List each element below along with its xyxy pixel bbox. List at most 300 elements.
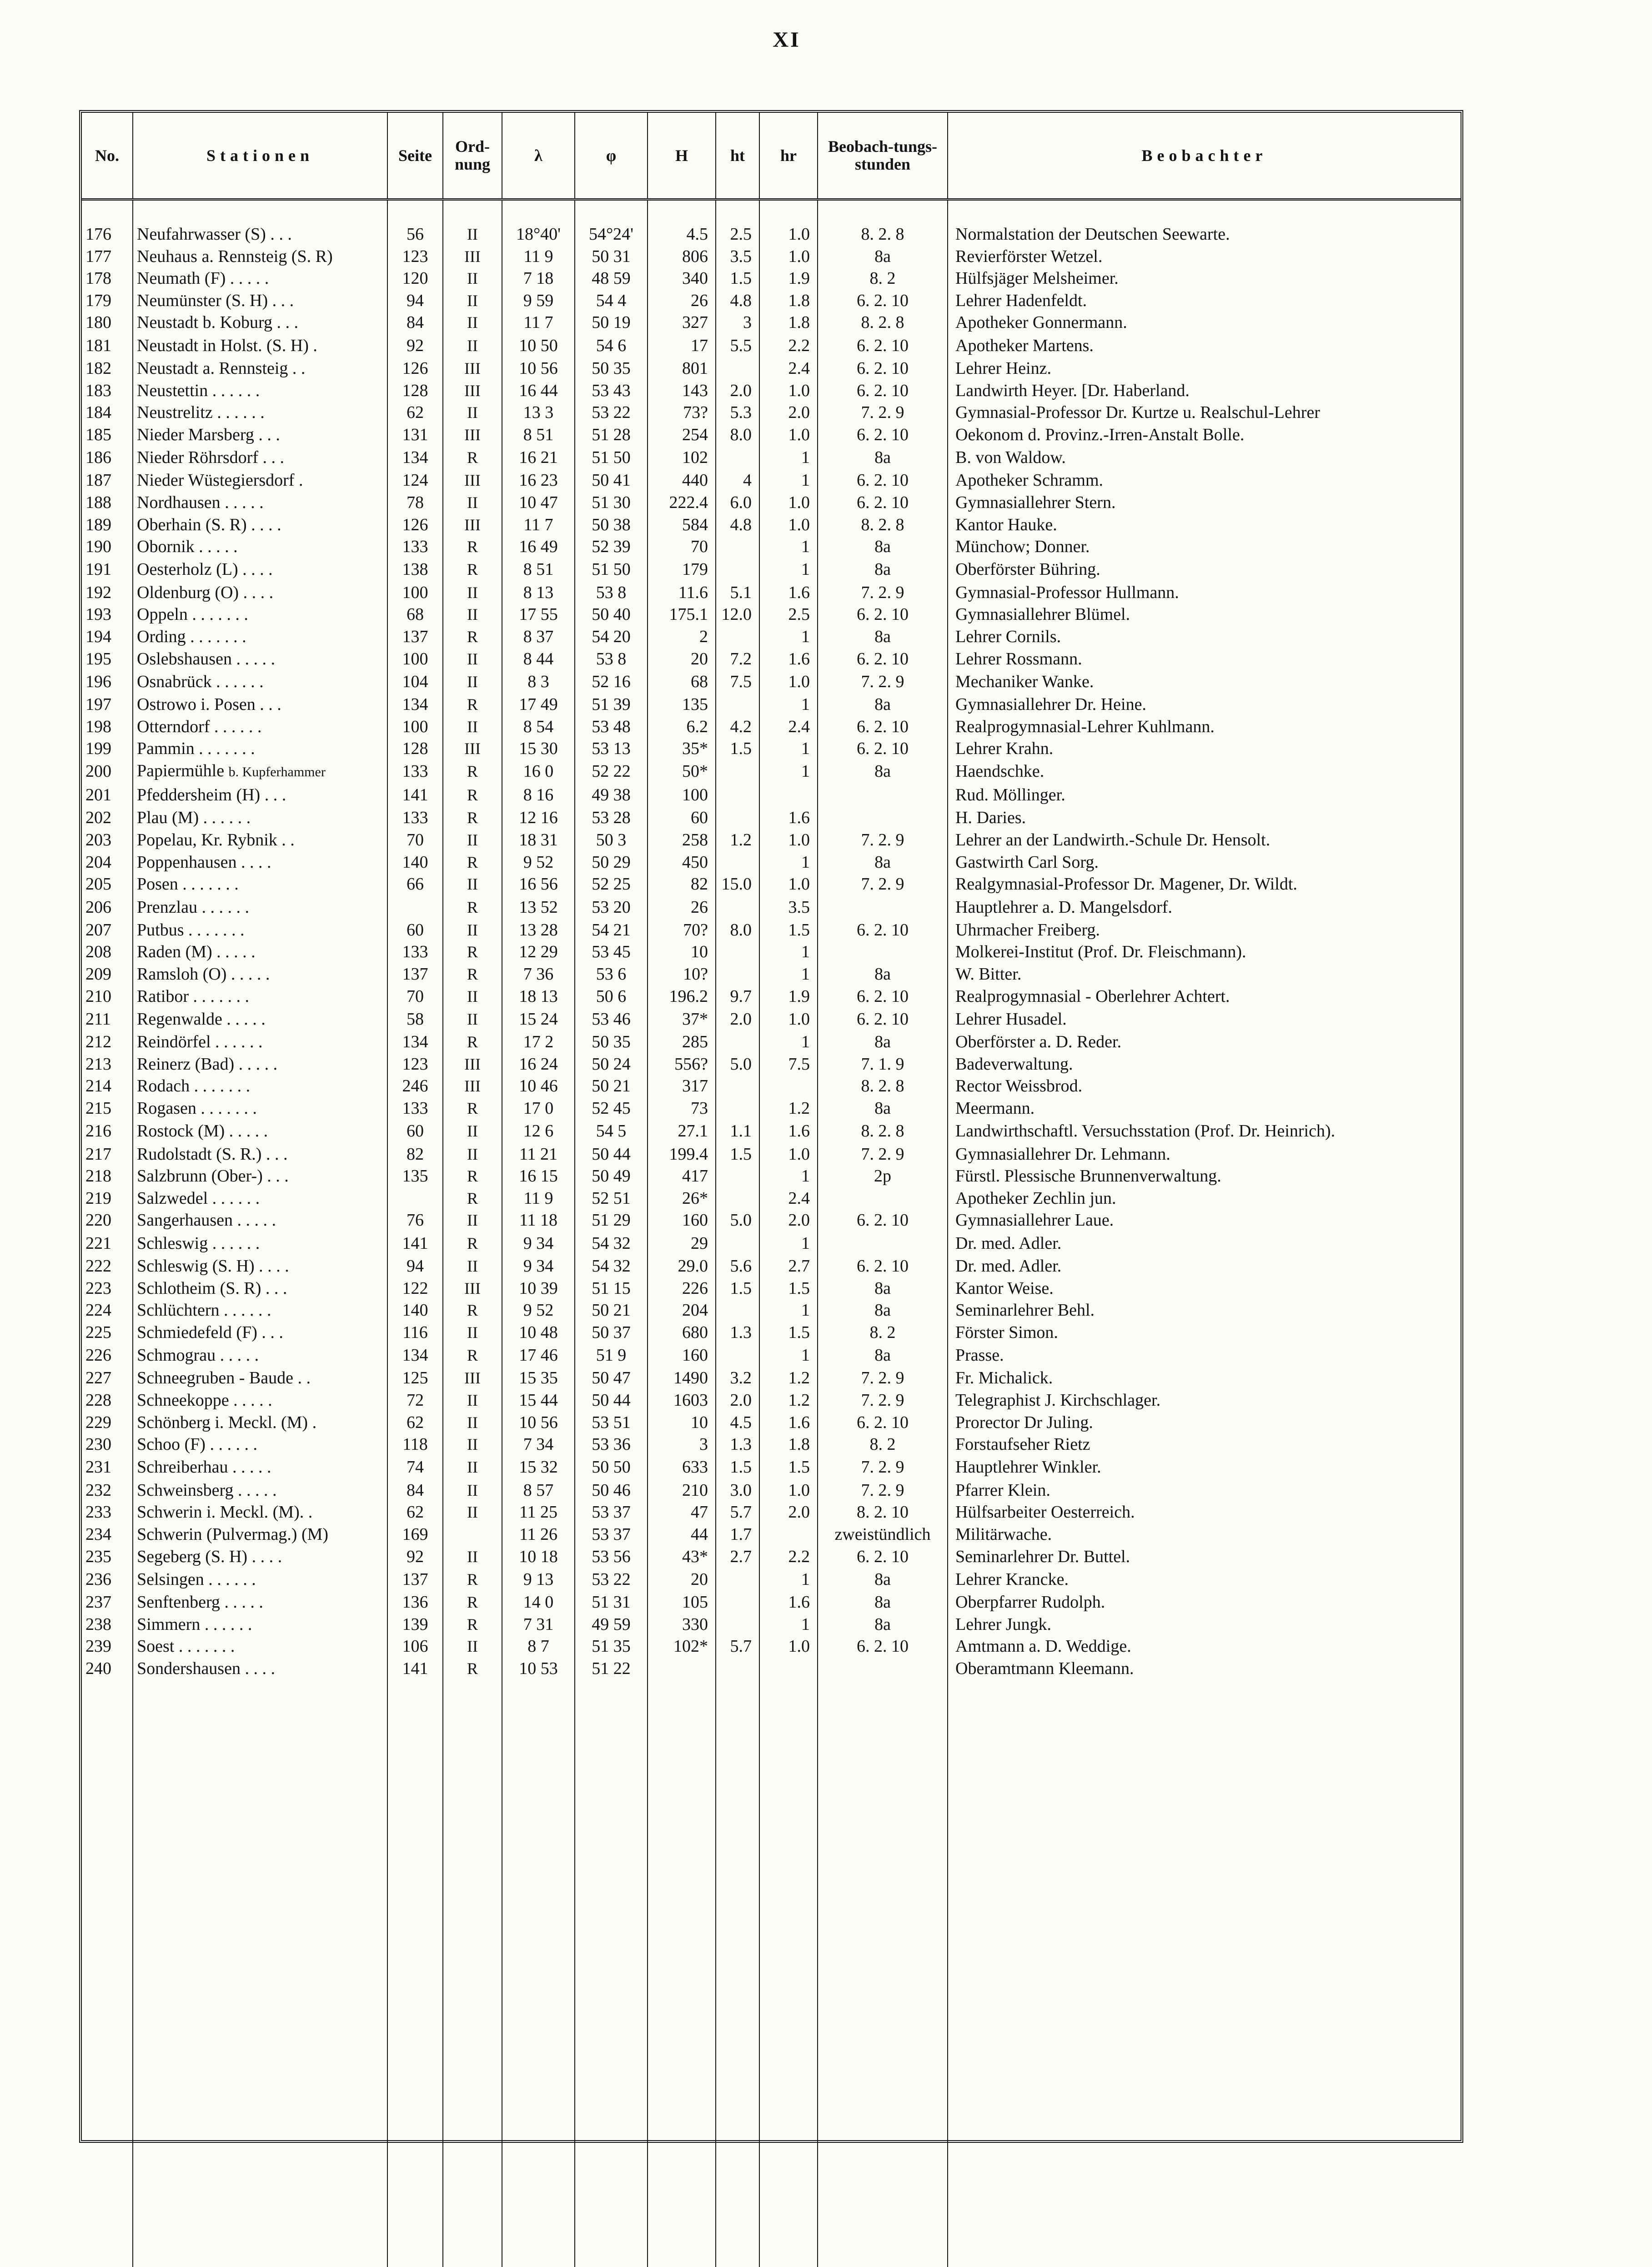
station-name (133, 558, 387, 582)
latitude (575, 246, 648, 268)
ordnung-text: II (467, 1435, 478, 1454)
station-name-text: Ratibor . . . . . . . (137, 986, 249, 1006)
station-number-text: 230 (85, 1435, 111, 1454)
rain-gauge-height-text: 1.6 (788, 1121, 810, 1141)
station-number (82, 558, 133, 582)
ordnung-text: R (467, 1099, 478, 1117)
height-text: 17 (691, 336, 708, 355)
height-text: 68 (691, 672, 708, 691)
thermometer-height-text: 8.0 (730, 425, 752, 444)
latitude (575, 603, 648, 626)
page-ref-text: 74 (407, 1458, 424, 1477)
longitude (502, 1343, 575, 1367)
longitude-text: 15 24 (519, 1009, 558, 1029)
thermometer-height (716, 626, 759, 648)
rain-gauge-height-text: 1.6 (788, 649, 810, 669)
station-number-text: 217 (85, 1144, 111, 1164)
station-name-text: Sangerhausen . . . . . (137, 1211, 276, 1230)
table-row (82, 380, 1461, 402)
page-ref (387, 1343, 443, 1367)
page-ref (387, 200, 443, 246)
ordnung (443, 1120, 502, 1143)
page-ref (387, 1053, 443, 1076)
latitude-text: 53 48 (592, 717, 631, 736)
station-name (133, 603, 387, 626)
longitude (502, 1546, 575, 1568)
latitude-text: 50 41 (592, 471, 631, 490)
rain-gauge-height-text: 1 (801, 1166, 810, 1186)
rain-gauge-height-text: 1 (801, 942, 810, 962)
longitude (502, 246, 575, 268)
rain-gauge-height-text: 2.4 (788, 717, 810, 736)
height (648, 603, 716, 626)
table-row (82, 492, 1461, 514)
station-number-text: 190 (85, 537, 111, 557)
station-name (133, 626, 387, 648)
rain-gauge-height (759, 1209, 818, 1232)
ordnung-text: II (467, 672, 478, 691)
latitude (575, 738, 648, 760)
rain-gauge-height (759, 895, 818, 919)
thermometer-height (716, 402, 759, 424)
height-text: 43* (682, 1547, 708, 1566)
latitude-text: 53 56 (592, 1547, 631, 1566)
observation-hours-text: 6. 2. 10 (857, 291, 909, 310)
rain-gauge-height (759, 941, 818, 963)
station-number-text: 205 (85, 875, 111, 894)
observation-hours-text: 8a (874, 1593, 891, 1612)
station-number (82, 1075, 133, 1097)
longitude (502, 312, 575, 334)
observation-hours-text: 7. 2. 9 (861, 1368, 904, 1388)
station-number-text: 196 (85, 672, 111, 691)
page-ref (387, 1187, 443, 1210)
page-ref (387, 424, 443, 446)
table-row (82, 1343, 1461, 1367)
station-number (82, 694, 133, 716)
ordnung (443, 738, 502, 760)
observation-hours (818, 895, 948, 919)
page-ref-text: 134 (402, 695, 428, 714)
observer (948, 829, 1461, 851)
rain-gauge-height-text: 3.5 (788, 897, 810, 917)
observation-hours-text: 8. 2 (869, 1435, 896, 1454)
station-number-text: 186 (85, 448, 111, 467)
page-ref (387, 380, 443, 402)
observer (948, 558, 1461, 582)
latitude-text: 48 59 (592, 269, 631, 288)
height-text: 10 (691, 942, 708, 962)
station-number (82, 1187, 133, 1210)
header-lambda: λ (502, 113, 575, 200)
ordnung-text: III (464, 1369, 481, 1387)
table-row (82, 424, 1461, 446)
page-ref-text: 141 (402, 785, 428, 805)
latitude (575, 626, 648, 648)
observer (948, 1456, 1461, 1479)
rain-gauge-height-text: 2.4 (788, 358, 810, 378)
observer-text: Prasse. (955, 1346, 1004, 1365)
ordnung-text: R (467, 1189, 478, 1207)
height (648, 1389, 716, 1412)
height-text: 1490 (673, 1368, 708, 1388)
page-ref-text: 123 (402, 246, 428, 266)
station-number (82, 1053, 133, 1076)
longitude (502, 200, 575, 246)
observer-text: Badeverwaltung. (955, 1054, 1073, 1074)
latitude-text: 51 35 (592, 1637, 631, 1656)
table-row (82, 1614, 1461, 1636)
rain-gauge-height-text: 1 (801, 627, 810, 646)
station-name-text: Nordhausen . . . . . (137, 493, 264, 512)
observer (948, 1568, 1461, 1591)
page-ref (387, 626, 443, 648)
station-name-text: Nieder Marsberg . . . (137, 425, 280, 444)
observation-hours (818, 1614, 948, 1636)
station-number-text: 235 (85, 1547, 111, 1566)
latitude (575, 380, 648, 402)
ordnung-text: R (467, 1033, 478, 1051)
latitude-text: 51 39 (592, 695, 631, 714)
height (648, 648, 716, 670)
page-ref-text: 56 (407, 225, 424, 244)
page-ref-text: 106 (402, 1637, 428, 1656)
station-name (133, 1433, 387, 1456)
station-name (133, 402, 387, 424)
longitude (502, 670, 575, 694)
observer (948, 985, 1461, 1008)
observer (948, 536, 1461, 558)
ordnung (443, 1658, 502, 2267)
latitude-text: 53 6 (596, 965, 627, 984)
observation-hours (818, 1255, 948, 1277)
latitude (575, 670, 648, 694)
observer (948, 1120, 1461, 1143)
ordnung-text: II (467, 1637, 478, 1656)
height (648, 1658, 716, 2267)
observer-text: Gymnasiallehrer Dr. Lehmann. (955, 1144, 1170, 1164)
station-name (133, 1501, 387, 1523)
page-ref-text: 100 (402, 717, 428, 736)
observation-hours (818, 1277, 948, 1300)
longitude (502, 626, 575, 648)
latitude-text: 52 51 (592, 1188, 631, 1208)
longitude-text: 9 34 (523, 1233, 554, 1253)
table-row (82, 1299, 1461, 1322)
station-number-text: 240 (85, 1659, 111, 1678)
rain-gauge-height-text: 2.4 (788, 1188, 810, 1208)
station-number (82, 290, 133, 312)
height (648, 1053, 716, 1076)
rain-gauge-height-text: 1.6 (788, 808, 810, 828)
height-text: 327 (682, 313, 708, 332)
observation-hours-text: 8a (874, 965, 891, 984)
longitude (502, 1075, 575, 1097)
height-text: 450 (682, 852, 708, 872)
height (648, 1501, 716, 1523)
height-text: 50* (682, 762, 708, 781)
table-row (82, 694, 1461, 716)
observer (948, 1007, 1461, 1031)
longitude-text: 8 37 (523, 627, 554, 646)
station-name (133, 200, 387, 246)
longitude (502, 829, 575, 851)
station-number-text: 218 (85, 1166, 111, 1186)
observation-hours-text: 8a (874, 1614, 891, 1634)
longitude-text: 10 56 (519, 358, 558, 378)
ordnung (443, 357, 502, 380)
observation-hours (818, 1187, 948, 1210)
station-name (133, 738, 387, 760)
station-number-text: 219 (85, 1188, 111, 1208)
page-ref (387, 357, 443, 380)
latitude (575, 1120, 648, 1143)
rain-gauge-height-text: 1 (801, 537, 810, 557)
thermometer-height-text: 5.6 (730, 1256, 752, 1276)
latitude-text: 50 38 (592, 515, 631, 534)
station-name (133, 424, 387, 446)
ordnung (443, 334, 502, 357)
observation-hours-text: 8a (874, 560, 891, 579)
observation-hours-text: 8. 2. 8 (861, 1076, 904, 1096)
height (648, 514, 716, 536)
station-number-text: 188 (85, 493, 111, 512)
station-number-text: 236 (85, 1569, 111, 1589)
page-ref-text: 141 (402, 1659, 428, 1678)
station-number (82, 536, 133, 558)
latitude-text: 50 24 (592, 1054, 631, 1074)
ordnung-text: III (464, 425, 481, 444)
latitude-text: 53 22 (592, 403, 631, 422)
station-name (133, 807, 387, 829)
observation-hours (818, 1031, 948, 1053)
ordnung (443, 582, 502, 604)
thermometer-height (716, 694, 759, 716)
observation-hours (818, 694, 948, 716)
observer (948, 312, 1461, 334)
latitude-text: 51 9 (596, 1346, 627, 1365)
observer-text: Normalstation der Deutschen Seewarte. (955, 225, 1230, 244)
longitude (502, 603, 575, 626)
station-table-frame (79, 110, 1463, 2143)
observer (948, 1143, 1461, 1166)
thermometer-height (716, 1143, 759, 1166)
observation-hours (818, 919, 948, 941)
thermometer-height-text: 1.2 (730, 830, 752, 850)
rain-gauge-height-text: 2.2 (788, 336, 810, 355)
observer (948, 603, 1461, 626)
longitude (502, 1097, 575, 1120)
station-number-text: 229 (85, 1412, 111, 1432)
station-number-text: 226 (85, 1346, 111, 1365)
longitude (502, 1053, 575, 1076)
station-name (133, 941, 387, 963)
longitude-text: 16 15 (519, 1166, 558, 1186)
observation-hours (818, 1143, 948, 1166)
height (648, 1322, 716, 1344)
observation-hours (818, 267, 948, 290)
table-row (82, 873, 1461, 895)
ordnung (443, 1209, 502, 1232)
page-ref (387, 1479, 443, 1502)
thermometer-height-text: 2.0 (730, 1390, 752, 1410)
rain-gauge-height-text: 1 (801, 448, 810, 467)
observation-hours (818, 357, 948, 380)
station-number (82, 267, 133, 290)
ordnung (443, 1031, 502, 1053)
longitude (502, 1255, 575, 1277)
latitude-text: 51 30 (592, 493, 631, 512)
page-ref (387, 1367, 443, 1389)
station-name-text: Schleswig (S. H) . . . . (137, 1256, 289, 1276)
page-ref-text: 78 (407, 493, 424, 512)
observer (948, 963, 1461, 985)
rain-gauge-height-text: 1.0 (788, 493, 810, 512)
rain-gauge-height (759, 807, 818, 829)
longitude-text: 9 59 (523, 291, 554, 310)
page-ref-text: 246 (402, 1076, 428, 1096)
station-number (82, 1546, 133, 1568)
longitude-text: 7 36 (523, 965, 554, 984)
thermometer-height (716, 1075, 759, 1097)
height (648, 357, 716, 380)
ordnung-text: R (467, 762, 478, 781)
station-number (82, 1209, 133, 1232)
station-number (82, 1479, 133, 1502)
observation-hours-text: 6. 2. 10 (857, 1547, 909, 1566)
longitude-text: 10 53 (519, 1659, 558, 1678)
table-row (82, 851, 1461, 874)
ordnung-text: R (467, 1615, 478, 1634)
table-row (82, 1209, 1461, 1232)
page-ref-text: 118 (402, 1435, 428, 1454)
observer (948, 267, 1461, 290)
station-name-text: Pammin . . . . . . . (137, 739, 255, 759)
page-ref-text: 139 (402, 1614, 428, 1634)
thermometer-height (716, 246, 759, 268)
height-text: 317 (682, 1076, 708, 1096)
rain-gauge-height (759, 380, 818, 402)
station-number-text: 192 (85, 583, 111, 602)
height-text: 105 (682, 1593, 708, 1612)
thermometer-height-text: 3.2 (730, 1368, 752, 1388)
thermometer-height (716, 1635, 759, 1658)
observer (948, 357, 1461, 380)
observer (948, 760, 1461, 784)
station-name (133, 1614, 387, 1636)
station-name-text: Schmiedefeld (F) . . . (137, 1322, 283, 1342)
station-number (82, 738, 133, 760)
station-number (82, 1523, 133, 1546)
longitude-text: 16 21 (519, 448, 558, 467)
station-number-text: 182 (85, 358, 111, 378)
observation-hours (818, 446, 948, 469)
rain-gauge-height-text: 1.8 (788, 313, 810, 332)
station-number (82, 1568, 133, 1591)
page-ref (387, 290, 443, 312)
ordnung (443, 603, 502, 626)
page-ref-text: 92 (407, 1547, 424, 1566)
observation-hours (818, 648, 948, 670)
observation-hours-text: 7. 2. 9 (861, 1144, 904, 1164)
observation-hours (818, 1075, 948, 1097)
thermometer-height (716, 963, 759, 985)
station-name-text: Neustadt a. Rennsteig . . (137, 358, 306, 378)
table-row (82, 1187, 1461, 1210)
station-name-text: Neustadt in Holst. (S. H) . (137, 336, 317, 355)
observation-hours-text: 6. 2. 10 (857, 1256, 909, 1276)
observer-text: Hülfsarbeiter Oesterreich. (955, 1503, 1135, 1522)
station-name (133, 873, 387, 895)
height (648, 1412, 716, 1434)
longitude (502, 1501, 575, 1523)
observation-hours (818, 985, 948, 1008)
page-ref (387, 582, 443, 604)
page-ref-text: 92 (407, 336, 424, 355)
station-number (82, 424, 133, 446)
longitude-text: 16 49 (519, 537, 558, 557)
longitude (502, 446, 575, 469)
ordnung-text: II (467, 1503, 478, 1522)
thermometer-height-text: 3.5 (730, 246, 752, 266)
station-number (82, 1031, 133, 1053)
longitude (502, 424, 575, 446)
longitude (502, 694, 575, 716)
latitude (575, 783, 648, 807)
latitude (575, 1412, 648, 1434)
page-ref (387, 402, 443, 424)
rain-gauge-height (759, 1255, 818, 1277)
thermometer-height (716, 1277, 759, 1300)
observer (948, 290, 1461, 312)
height (648, 895, 716, 919)
table-row (82, 919, 1461, 941)
longitude-text: 11 26 (519, 1524, 558, 1544)
rain-gauge-height (759, 1322, 818, 1344)
height (648, 267, 716, 290)
table-row (82, 1568, 1461, 1591)
ordnung-text: II (467, 225, 478, 243)
observation-hours (818, 1299, 948, 1322)
station-name (133, 312, 387, 334)
table-row (82, 1007, 1461, 1031)
station-name-text: Otterndorf . . . . . . (137, 717, 262, 736)
longitude (502, 536, 575, 558)
ordnung (443, 1568, 502, 1591)
longitude-text: 16 23 (519, 471, 558, 490)
height (648, 1433, 716, 1456)
longitude-text: 12 29 (519, 942, 558, 962)
ordnung (443, 1433, 502, 1456)
thermometer-height (716, 985, 759, 1008)
ordnung (443, 1143, 502, 1166)
height (648, 334, 716, 357)
station-number (82, 603, 133, 626)
latitude (575, 1523, 648, 1546)
latitude-text: 50 37 (592, 1322, 631, 1342)
height-text: 20 (691, 1569, 708, 1589)
latitude (575, 807, 648, 829)
station-number (82, 1097, 133, 1120)
thermometer-height (716, 603, 759, 626)
table-body (82, 200, 1461, 2267)
rain-gauge-height (759, 1053, 818, 1076)
height-text: 6.2 (686, 717, 708, 736)
table-row (82, 895, 1461, 919)
rain-gauge-height-text: 1 (801, 1569, 810, 1589)
rain-gauge-height (759, 626, 818, 648)
table-row (82, 829, 1461, 851)
